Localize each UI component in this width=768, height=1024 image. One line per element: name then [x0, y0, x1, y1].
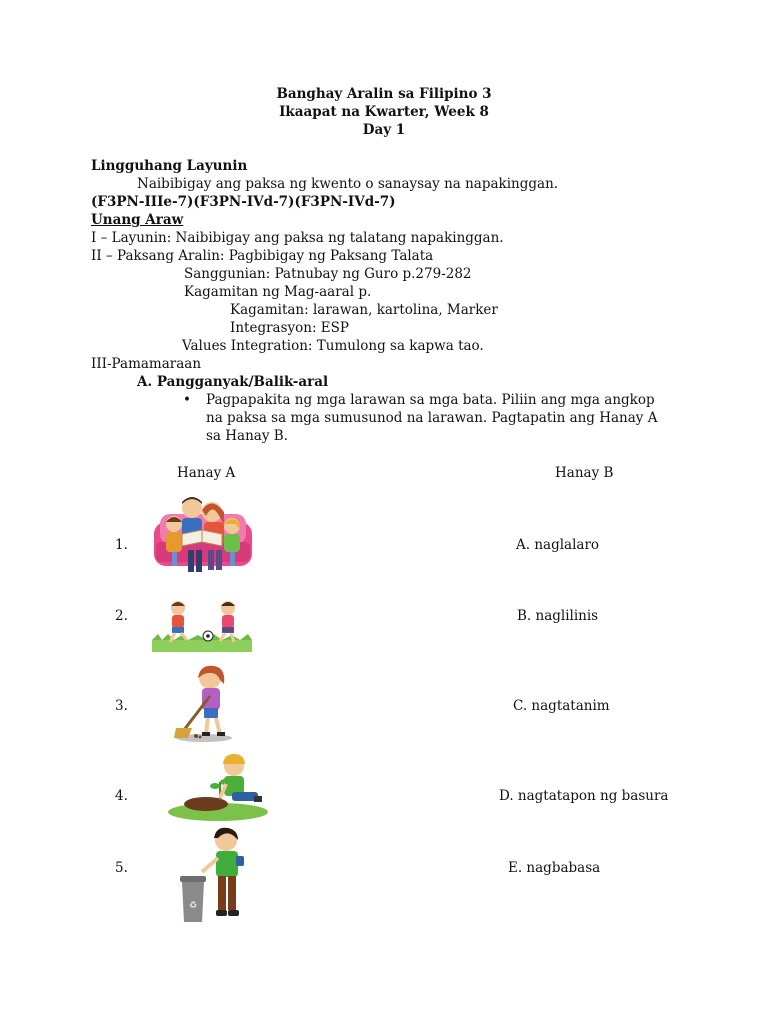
- item-number-1: 1.: [115, 537, 128, 553]
- choice-d: D. nagtatapon ng basura: [499, 788, 669, 804]
- boy-planting-picture: [166, 752, 272, 824]
- choice-c: C. nagtatanim: [513, 698, 610, 714]
- bullet-marker: •: [183, 392, 191, 408]
- subject-line: II – Paksang Aralin: Pagbibigay ng Paksang Talata: [91, 248, 434, 264]
- day-line: Day 1: [362, 122, 406, 138]
- learner-materials-line: Kagamitan ng Mag-aaral p.: [184, 284, 372, 300]
- column-a-header: Hanay A: [177, 465, 236, 481]
- item-number-3: 3.: [115, 698, 128, 714]
- family-reading-picture: [152, 494, 254, 576]
- page-title: Banghay Aralin sa Filipino 3: [276, 86, 492, 102]
- item-number-2: 2.: [115, 608, 128, 624]
- choice-b: B. naglilinis: [517, 608, 599, 624]
- boy-throwing-trash-picture: [176, 826, 252, 926]
- instruction-line-2: na paksa sa mga sumusunod na larawan. Pagtapatin ang Hanay A: [206, 410, 658, 426]
- choice-e: E. nagbabasa: [508, 860, 601, 876]
- weekly-goal-text: Naibibigay ang paksa ng kwento o sanaysay na napakinggan.: [137, 176, 559, 192]
- reference-line: Sanggunian: Patnubay ng Guro p.279-282: [184, 266, 472, 282]
- quarter-line: Ikaapat na Kwarter, Week 8: [279, 104, 489, 120]
- part-a-heading: A. Pangganyak/Balik-aral: [137, 374, 329, 390]
- objective-line: I – Layunin: Naibibigay ang paksa ng talatang napakinggan.: [91, 230, 504, 246]
- instruction-line-1: Pagpapakita ng mga larawan sa mga bata. Piliin ang mga angkop: [206, 392, 655, 408]
- values-line: Values Integration: Tumulong sa kapwa tao.: [182, 338, 484, 354]
- weekly-goal-heading: Lingguhang Layunin: [91, 158, 248, 174]
- kids-playing-ball-picture: [152, 598, 252, 654]
- item-number-4: 4.: [115, 788, 128, 804]
- column-b-header: Hanay B: [555, 465, 614, 481]
- integration-line: Integrasyon: ESP: [230, 320, 349, 336]
- girl-sweeping-picture: [170, 664, 246, 744]
- instruction-line-3: sa Hanay B.: [206, 428, 288, 444]
- item-number-5: 5.: [115, 860, 128, 876]
- choice-a: A. naglalaro: [516, 537, 600, 553]
- day-heading: Unang Araw: [91, 212, 184, 228]
- competency-codes: (F3PN-IIIe-7)(F3PN-IVd-7)(F3PN-IVd-7): [91, 194, 396, 210]
- procedure-heading: III-Pamamaraan: [91, 356, 202, 372]
- svg-text:♻: ♻: [188, 901, 198, 911]
- materials-line: Kagamitan: larawan, kartolina, Marker: [230, 302, 498, 318]
